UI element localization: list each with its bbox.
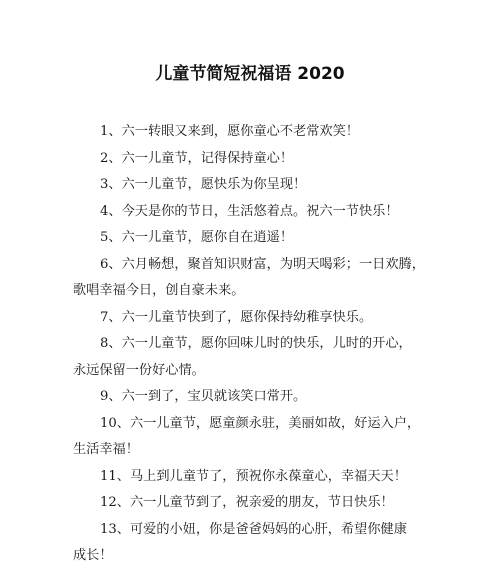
blessing-item-1 [73,119,441,146]
blessing-line-continued: 成长！ [73,548,113,563]
blessing-item-8 [73,331,441,384]
document-title: 儿童节简短祝福语 2020 [155,64,345,84]
blessing-line: 1、六一转眼又来到，愿你童心不老常欢笑！ [100,124,359,139]
blessing-line: 12、六一儿童节到了，祝亲爱的朋友，节日快乐！ [100,495,394,510]
blessing-item-6 [73,252,441,305]
blessing-line: 10、六一儿童节，愿童颜永驻，美丽如故，好运入户， [100,415,421,431]
blessing-line: 4、今天是你的节日，生活悠着点。祝六一节快乐！ [100,203,399,219]
blessing-line: 7、六一儿童节快到了，愿你保持幼稚享快乐。 [100,309,373,325]
blessing-line: 13、可爱的小妞，你是爸爸妈妈的心肝，希望你健康 [100,521,407,537]
blessing-line: 6、六月畅想，聚首知识财富，为明天喝彩；一日欢腾， [100,256,425,272]
blessing-line: 11、马上到儿童节了，预祝你永葆童心，幸福天天！ [100,468,407,484]
blessing-line: 2、六一儿童节，记得保持童心！ [100,150,294,166]
blessing-line-continued: 永远保留一份好心情。 [73,362,205,378]
blessing-line: 5、六一儿童节，愿你自在逍遥！ [100,230,294,245]
blessing-item-3 [73,172,441,199]
blessing-item-7 [73,305,441,332]
blessing-line-continued: 生活幸福！ [73,442,139,457]
blessing-item-9 [73,384,441,411]
blessing-item-2 [73,146,441,173]
blessing-line: 9、六一到了，宝贝就该笑口常开。 [100,389,307,404]
blessing-item-13 [73,517,441,570]
blessing-item-4 [73,199,441,226]
blessing-line-continued: 歌唱幸福今日，创自豪未来。 [73,283,245,298]
blessing-item-5 [73,225,441,252]
blessing-line: 3、六一儿童节，愿快乐为你呈现！ [100,177,307,192]
blessing-item-10 [73,411,441,464]
blessing-item-11 [73,464,441,491]
blessing-list [73,119,441,570]
blessing-item-12 [73,490,441,517]
blessing-line: 8、六一儿童节，愿你回味儿时的快乐，儿时的开心， [100,336,412,351]
